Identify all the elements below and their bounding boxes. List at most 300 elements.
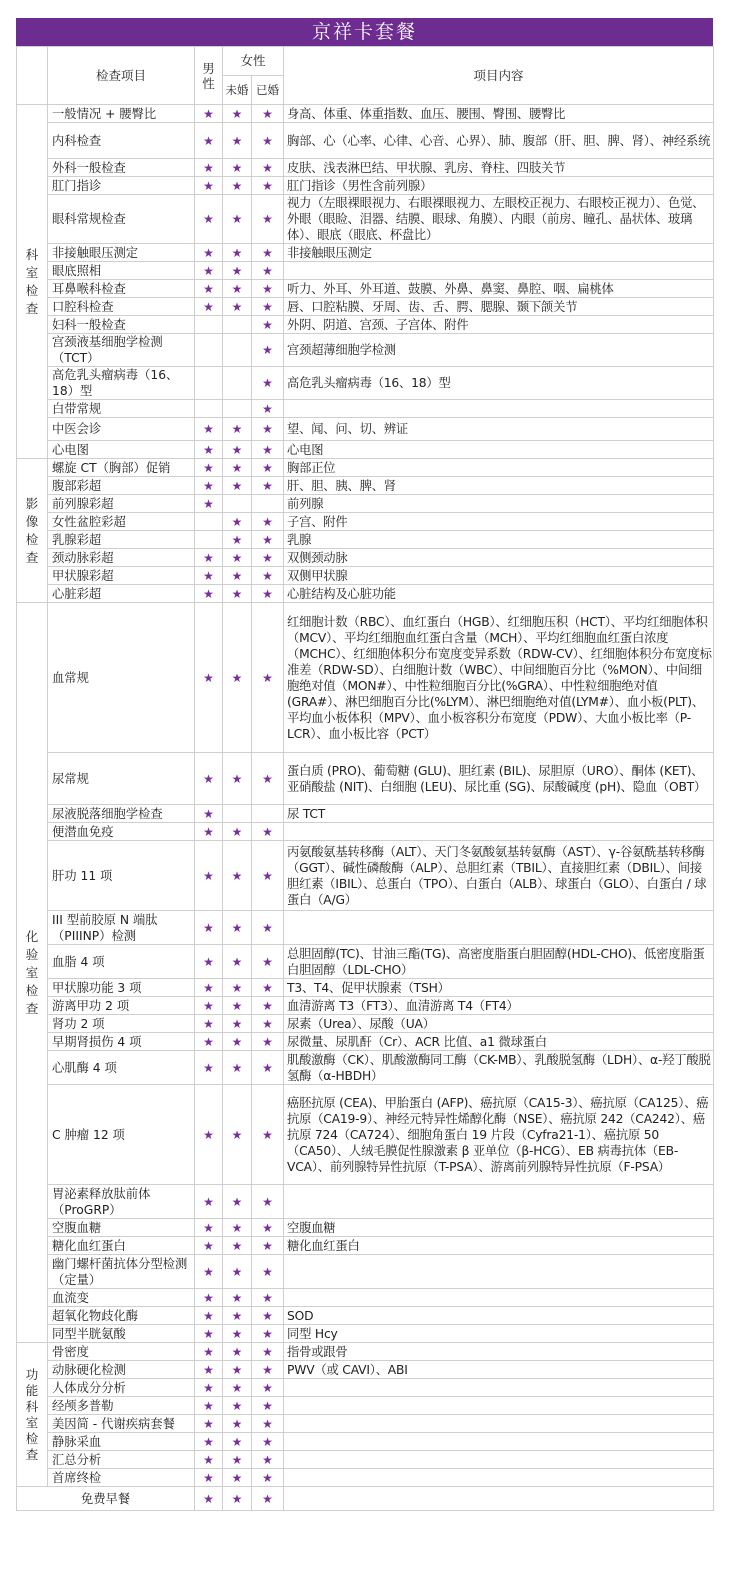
married-star: ★ — [252, 549, 284, 567]
table-row — [17, 979, 714, 997]
male-star: ★ — [195, 298, 223, 316]
married-star — [252, 495, 284, 513]
married-star: ★ — [252, 1085, 284, 1185]
unmarried-star: ★ — [223, 123, 252, 159]
married-star: ★ — [252, 1433, 284, 1451]
item-content: 蛋白质 (PRO)、葡萄糖 (GLU)、胆红素 (BIL)、尿胆原（URO）、酮体 (KET)、亚硝酸盐 (NIT)、白细胞 (LEU)、尿比重 (SG)、尿酸碱度 (pH)、隐血（OBT） — [284, 753, 714, 805]
table-row — [17, 945, 714, 979]
item-content: 癌胚抗原 (CEA)、甲胎蛋白 (AFP)、癌抗原（CA15-3）、癌抗原（CA125）、癌抗原（CA19-9）、神经元特异性烯醇化酶（NSE）、癌抗原 242（CA242）、癌抗原 724（CA724）、细胞角蛋白 19 片段（Cyfra21-1）、癌抗原 50（CA50）、人绒毛膜促性腺激素 β 亚单位（β-HCG）、EB 病毒抗体（EB-VCA）、前列腺特异性抗原（T-PSA）、游离前列腺特异性抗原（F-PSA） — [284, 1085, 714, 1185]
item-content — [284, 1433, 714, 1451]
unmarried-star: ★ — [223, 1469, 252, 1487]
male-star: ★ — [195, 823, 223, 841]
item-name: 非接触眼压测定 — [48, 244, 195, 262]
unmarried-star: ★ — [223, 1085, 252, 1185]
unmarried-star: ★ — [223, 418, 252, 441]
table-row — [17, 1219, 714, 1237]
male-star: ★ — [195, 459, 223, 477]
item-name: C 肿瘤 12 项 — [48, 1085, 195, 1185]
unmarried-star: ★ — [223, 459, 252, 477]
item-name: 外科一般检查 — [48, 159, 195, 177]
item-name: 尿常规 — [48, 753, 195, 805]
male-star: ★ — [195, 1325, 223, 1343]
male-star: ★ — [195, 477, 223, 495]
male-star: ★ — [195, 1469, 223, 1487]
married-star: ★ — [252, 1397, 284, 1415]
married-star: ★ — [252, 1219, 284, 1237]
unmarried-star — [223, 334, 252, 367]
package-sheet — [16, 18, 713, 1511]
unmarried-star — [223, 316, 252, 334]
unmarried-star: ★ — [223, 1343, 252, 1361]
item-name: 早期肾损伤 4 项 — [48, 1033, 195, 1051]
item-content: 尿 TCT — [284, 805, 714, 823]
table-row — [17, 567, 714, 585]
male-star: ★ — [195, 1433, 223, 1451]
item-name: 静脉采血 — [48, 1433, 195, 1451]
item-content — [284, 1289, 714, 1307]
male-star — [195, 400, 223, 418]
table-row — [17, 1343, 714, 1361]
item-name: 空腹血糖 — [48, 1219, 195, 1237]
footer-row — [17, 1487, 714, 1511]
item-content: 指骨或跟骨 — [284, 1343, 714, 1361]
married-star: ★ — [252, 1289, 284, 1307]
unmarried-star: ★ — [223, 1487, 252, 1511]
married-star: ★ — [252, 1325, 284, 1343]
item-name: 眼科常规检查 — [48, 195, 195, 244]
unmarried-star: ★ — [223, 105, 252, 123]
item-name: 妇科一般检查 — [48, 316, 195, 334]
married-star: ★ — [252, 1051, 284, 1085]
married-star: ★ — [252, 334, 284, 367]
item-name: 肛门指诊 — [48, 177, 195, 195]
male-star: ★ — [195, 123, 223, 159]
unmarried-star: ★ — [223, 298, 252, 316]
married-star: ★ — [252, 513, 284, 531]
unmarried-star: ★ — [223, 195, 252, 244]
male-star: ★ — [195, 603, 223, 753]
unmarried-star: ★ — [223, 603, 252, 753]
married-star: ★ — [252, 316, 284, 334]
item-content: 胸部正位 — [284, 459, 714, 477]
item-name: 心电图 — [48, 441, 195, 459]
married-star: ★ — [252, 400, 284, 418]
unmarried-star: ★ — [223, 753, 252, 805]
married-star: ★ — [252, 1033, 284, 1051]
unmarried-star: ★ — [223, 823, 252, 841]
table-row — [17, 418, 714, 441]
male-star: ★ — [195, 585, 223, 603]
header-married: 已婚 — [252, 76, 284, 105]
table-row — [17, 823, 714, 841]
male-star: ★ — [195, 1085, 223, 1185]
section-category: 科室检查 — [17, 105, 48, 459]
unmarried-star: ★ — [223, 1289, 252, 1307]
unmarried-star: ★ — [223, 945, 252, 979]
item-name: 血常规 — [48, 603, 195, 753]
item-name: 尿液脱落细胞学检查 — [48, 805, 195, 823]
table-row — [17, 1415, 714, 1433]
table-row — [17, 177, 714, 195]
married-star — [252, 805, 284, 823]
table-row — [17, 753, 714, 805]
married-star: ★ — [252, 418, 284, 441]
male-star: ★ — [195, 1033, 223, 1051]
married-star: ★ — [252, 459, 284, 477]
table-row — [17, 441, 714, 459]
item-name: 高危乳头瘤病毒（16、18）型 — [48, 367, 195, 400]
unmarried-star: ★ — [223, 1237, 252, 1255]
male-star: ★ — [195, 105, 223, 123]
unmarried-star: ★ — [223, 1361, 252, 1379]
table-row — [17, 400, 714, 418]
table-row — [17, 1469, 714, 1487]
item-content: 胸部、心（心率、心律、心音、心界）、肺、腹部（肝、胆、脾、肾）、神经系统 — [284, 123, 714, 159]
male-star: ★ — [195, 1255, 223, 1289]
table-row — [17, 367, 714, 400]
male-star: ★ — [195, 262, 223, 280]
unmarried-star: ★ — [223, 244, 252, 262]
unmarried-star: ★ — [223, 1255, 252, 1289]
male-star — [195, 334, 223, 367]
item-content: 望、闻、问、切、辨证 — [284, 418, 714, 441]
item-content: 听力、外耳、外耳道、鼓膜、外鼻、鼻窦、鼻腔、咽、扁桃体 — [284, 280, 714, 298]
item-content — [284, 1451, 714, 1469]
item-name: 耳鼻喉科检查 — [48, 280, 195, 298]
table-row — [17, 603, 714, 753]
married-star: ★ — [252, 1361, 284, 1379]
item-content: 高危乳头瘤病毒（16、18）型 — [284, 367, 714, 400]
item-content: 肌酸激酶（CK）、肌酸激酶同工酶（CK-MB）、乳酸脱氢酶（LDH）、α-羟丁酸脱氢酶（α-HBDH） — [284, 1051, 714, 1085]
item-name: 汇总分析 — [48, 1451, 195, 1469]
male-star: ★ — [195, 805, 223, 823]
male-star: ★ — [195, 1051, 223, 1085]
item-name: 美因简 - 代谢疾病套餐 — [48, 1415, 195, 1433]
item-content: 视力（左眼裸眼视力、右眼裸眼视力、左眼校正视力、右眼校正视力）、色觉、外眼（眼睑、泪器、结膜、眼球、角膜）、内眼（前房、瞳孔、晶状体、玻璃体）、眼底（眼底、杯盘比） — [284, 195, 714, 244]
item-name: 人体成分分析 — [48, 1379, 195, 1397]
married-star: ★ — [252, 1379, 284, 1397]
male-star: ★ — [195, 1237, 223, 1255]
male-star: ★ — [195, 280, 223, 298]
table-row — [17, 298, 714, 316]
item-content: 红细胞计数（RBC）、血红蛋白（HGB）、红细胞压积（HCT）、平均红细胞体积（MCV）、平均红细胞血红蛋白含量（MCH）、平均红细胞血红蛋白浓度（MCHC）、红细胞体积分布宽度变异系数（RDW-CV）、红细胞体积分布宽度标准差（RDW-SD）、白细胞计数（WBC）、中间细胞百分比（%MON）、中间细胞绝对值（MON#）、中性粒细胞百分比(%GRA）、中性粒细胞绝对值(GRA#）、淋巴细胞百分比(%LYM）、淋巴细胞绝对值(LYM#）、血小板(PLT)、平均血小板体积（MPV）、血小板容积分布宽度（PDW）、大血小板比率（P-LCR）、血小板比容（PCT） — [284, 603, 714, 753]
male-star: ★ — [195, 911, 223, 945]
table-row — [17, 159, 714, 177]
item-name: 心脏彩超 — [48, 585, 195, 603]
unmarried-star: ★ — [223, 979, 252, 997]
married-star: ★ — [252, 823, 284, 841]
unmarried-star: ★ — [223, 1379, 252, 1397]
item-name: 同型半胱氨酸 — [48, 1325, 195, 1343]
item-content — [284, 1379, 714, 1397]
table-row — [17, 997, 714, 1015]
table-row — [17, 334, 714, 367]
table-row — [17, 1451, 714, 1469]
married-star: ★ — [252, 979, 284, 997]
unmarried-star — [223, 400, 252, 418]
male-star: ★ — [195, 159, 223, 177]
male-star: ★ — [195, 441, 223, 459]
male-star: ★ — [195, 1415, 223, 1433]
unmarried-star: ★ — [223, 911, 252, 945]
item-content: 双侧颈动脉 — [284, 549, 714, 567]
married-star: ★ — [252, 567, 284, 585]
table-row — [17, 1361, 714, 1379]
married-star: ★ — [252, 585, 284, 603]
item-content: 子宫、附件 — [284, 513, 714, 531]
item-name: 胃泌素释放肽前体（ProGRP） — [48, 1185, 195, 1219]
header-unmarried: 未婚 — [223, 76, 252, 105]
married-star: ★ — [252, 441, 284, 459]
item-content — [284, 823, 714, 841]
package-table — [16, 46, 714, 1511]
table-row — [17, 316, 714, 334]
item-name: 血脂 4 项 — [48, 945, 195, 979]
table-row — [17, 459, 714, 477]
table-row — [17, 1397, 714, 1415]
married-star: ★ — [252, 1307, 284, 1325]
unmarried-star: ★ — [223, 1219, 252, 1237]
unmarried-star: ★ — [223, 1325, 252, 1343]
male-star: ★ — [195, 1015, 223, 1033]
item-name: 眼底照相 — [48, 262, 195, 280]
item-content: 尿素（Urea）、尿酸（UA） — [284, 1015, 714, 1033]
item-content — [284, 911, 714, 945]
male-star: ★ — [195, 997, 223, 1015]
male-star: ★ — [195, 1185, 223, 1219]
table-row — [17, 1015, 714, 1033]
table-row — [17, 195, 714, 244]
item-content — [284, 400, 714, 418]
table-row — [17, 513, 714, 531]
item-content: 唇、口腔粘膜、牙周、齿、舌、腭、腮腺、颞下颌关节 — [284, 298, 714, 316]
table-row — [17, 495, 714, 513]
item-content: 肝、胆、胰、脾、肾 — [284, 477, 714, 495]
unmarried-star: ★ — [223, 997, 252, 1015]
male-star: ★ — [195, 1343, 223, 1361]
male-star: ★ — [195, 177, 223, 195]
item-name: 女性盆腔彩超 — [48, 513, 195, 531]
item-content: 宫颈超薄细胞学检测 — [284, 334, 714, 367]
married-star: ★ — [252, 105, 284, 123]
item-name: 乳腺彩超 — [48, 531, 195, 549]
item-content: 双侧甲状腺 — [284, 567, 714, 585]
table-row — [17, 262, 714, 280]
table-row — [17, 1255, 714, 1289]
male-star: ★ — [195, 244, 223, 262]
married-star: ★ — [252, 1469, 284, 1487]
table-row — [17, 123, 714, 159]
item-name: 骨密度 — [48, 1343, 195, 1361]
section-category: 影像检查 — [17, 459, 48, 603]
item-content: 外阴、阴道、宫颈、子宫体、附件 — [284, 316, 714, 334]
married-star: ★ — [252, 1487, 284, 1511]
unmarried-star: ★ — [223, 1051, 252, 1085]
male-star: ★ — [195, 495, 223, 513]
item-name: 白带常规 — [48, 400, 195, 418]
item-content — [284, 1469, 714, 1487]
unmarried-star — [223, 367, 252, 400]
married-star: ★ — [252, 367, 284, 400]
item-content: 心脏结构及心脏功能 — [284, 585, 714, 603]
table-row — [17, 1085, 714, 1185]
header-category — [17, 47, 48, 105]
married-star: ★ — [252, 531, 284, 549]
item-content: 血清游离 T3（FT3）、血清游离 T4（FT4） — [284, 997, 714, 1015]
table-row — [17, 1185, 714, 1219]
item-content: SOD — [284, 1307, 714, 1325]
male-star: ★ — [195, 1307, 223, 1325]
free-breakfast: 免费早餐 — [17, 1487, 195, 1511]
page-title: 京祥卡套餐 — [16, 18, 713, 46]
married-star: ★ — [252, 123, 284, 159]
unmarried-star: ★ — [223, 567, 252, 585]
unmarried-star: ★ — [223, 441, 252, 459]
table-row — [17, 1033, 714, 1051]
item-name: 甲状腺彩超 — [48, 567, 195, 585]
item-content — [284, 262, 714, 280]
item-content: T3、T4、促甲状腺素（TSH） — [284, 979, 714, 997]
married-star: ★ — [252, 603, 284, 753]
table-row — [17, 1379, 714, 1397]
married-star: ★ — [252, 1451, 284, 1469]
unmarried-star: ★ — [223, 1397, 252, 1415]
item-content — [284, 1185, 714, 1219]
table-row — [17, 105, 714, 123]
unmarried-star: ★ — [223, 1451, 252, 1469]
item-content: 皮肤、浅表淋巴结、甲状腺、乳房、脊柱、四肢关节 — [284, 159, 714, 177]
item-name: III 型前胶原 N 端肽（PIIINP）检测 — [48, 911, 195, 945]
table-row — [17, 1325, 714, 1343]
table-row — [17, 549, 714, 567]
item-content: 同型 Hcy — [284, 1325, 714, 1343]
married-star: ★ — [252, 841, 284, 911]
item-name: 螺旋 CT（胸部）促销 — [48, 459, 195, 477]
item-content: PWV（或 CAVI）、ABI — [284, 1361, 714, 1379]
table-row — [17, 1433, 714, 1451]
unmarried-star: ★ — [223, 1015, 252, 1033]
table-row — [17, 841, 714, 911]
item-content: 前列腺 — [284, 495, 714, 513]
table-row — [17, 244, 714, 262]
married-star: ★ — [252, 1415, 284, 1433]
table-row — [17, 911, 714, 945]
married-star: ★ — [252, 477, 284, 495]
married-star: ★ — [252, 262, 284, 280]
header-female: 女性 — [223, 47, 284, 76]
male-star — [195, 531, 223, 549]
married-star: ★ — [252, 298, 284, 316]
item-content: 肛门指诊（男性含前列腺） — [284, 177, 714, 195]
item-name: 肾功 2 项 — [48, 1015, 195, 1033]
table-row — [17, 531, 714, 549]
item-name: 血流变 — [48, 1289, 195, 1307]
item-name: 一般情况 + 腰臀比 — [48, 105, 195, 123]
unmarried-star: ★ — [223, 1433, 252, 1451]
item-content: 心电图 — [284, 441, 714, 459]
unmarried-star: ★ — [223, 531, 252, 549]
item-name: 游离甲功 2 项 — [48, 997, 195, 1015]
table-row — [17, 280, 714, 298]
married-star: ★ — [252, 159, 284, 177]
table-row — [17, 1307, 714, 1325]
unmarried-star — [223, 495, 252, 513]
item-content: 尿微量、尿肌酐（Cr）、ACR 比值、a1 微球蛋白 — [284, 1033, 714, 1051]
married-star: ★ — [252, 997, 284, 1015]
married-star: ★ — [252, 177, 284, 195]
married-star: ★ — [252, 911, 284, 945]
item-name: 宫颈液基细胞学检测（TCT） — [48, 334, 195, 367]
unmarried-star: ★ — [223, 1307, 252, 1325]
male-star — [195, 513, 223, 531]
married-star: ★ — [252, 1185, 284, 1219]
item-name: 前列腺彩超 — [48, 495, 195, 513]
item-name: 肝功 11 项 — [48, 841, 195, 911]
item-content: 非接触眼压测定 — [284, 244, 714, 262]
unmarried-star: ★ — [223, 177, 252, 195]
married-star: ★ — [252, 280, 284, 298]
married-star: ★ — [252, 1237, 284, 1255]
male-star: ★ — [195, 753, 223, 805]
married-star: ★ — [252, 753, 284, 805]
male-star: ★ — [195, 841, 223, 911]
item-name: 超氧化物歧化酶 — [48, 1307, 195, 1325]
item-content: 糖化血红蛋白 — [284, 1237, 714, 1255]
married-star: ★ — [252, 945, 284, 979]
item-content: 丙氨酸氨基转移酶（ALT）、天门冬氨酸氨基转氨酶（AST）、γ-谷氨酰基转移酶（GGT）、碱性磷酸酶（ALP）、总胆红素（TBIL）、直接胆红素（DBIL）、间接胆红素（IBIL）、总蛋白（TPO）、白蛋白（ALB）、球蛋白（GLO）、白蛋白 / 球蛋白（A/G） — [284, 841, 714, 911]
male-star: ★ — [195, 195, 223, 244]
item-name: 幽门螺杆菌抗体分型检测（定量） — [48, 1255, 195, 1289]
male-star: ★ — [195, 567, 223, 585]
item-name: 口腔科检查 — [48, 298, 195, 316]
item-name: 甲状腺功能 3 项 — [48, 979, 195, 997]
item-name: 腹部彩超 — [48, 477, 195, 495]
male-star: ★ — [195, 1289, 223, 1307]
unmarried-star: ★ — [223, 841, 252, 911]
married-star: ★ — [252, 244, 284, 262]
section-category: 功能科室检查 — [17, 1343, 48, 1487]
married-star: ★ — [252, 1255, 284, 1289]
married-star: ★ — [252, 1343, 284, 1361]
male-star: ★ — [195, 1487, 223, 1511]
married-star: ★ — [252, 1015, 284, 1033]
male-star — [195, 367, 223, 400]
male-star: ★ — [195, 1379, 223, 1397]
item-name: 颈动脉彩超 — [48, 549, 195, 567]
table-row — [17, 585, 714, 603]
item-content: 空腹血糖 — [284, 1219, 714, 1237]
item-name: 经颅多普勒 — [48, 1397, 195, 1415]
unmarried-star: ★ — [223, 280, 252, 298]
unmarried-star: ★ — [223, 585, 252, 603]
item-content — [284, 1487, 714, 1511]
unmarried-star: ★ — [223, 549, 252, 567]
unmarried-star — [223, 805, 252, 823]
male-star: ★ — [195, 1397, 223, 1415]
table-row — [17, 805, 714, 823]
married-star: ★ — [252, 195, 284, 244]
item-content — [284, 1255, 714, 1289]
item-name: 动脉硬化检测 — [48, 1361, 195, 1379]
male-star: ★ — [195, 979, 223, 997]
table-row — [17, 1289, 714, 1307]
unmarried-star: ★ — [223, 262, 252, 280]
unmarried-star: ★ — [223, 513, 252, 531]
male-star — [195, 316, 223, 334]
header-male: 男性 — [195, 47, 223, 105]
unmarried-star: ★ — [223, 477, 252, 495]
male-star: ★ — [195, 549, 223, 567]
